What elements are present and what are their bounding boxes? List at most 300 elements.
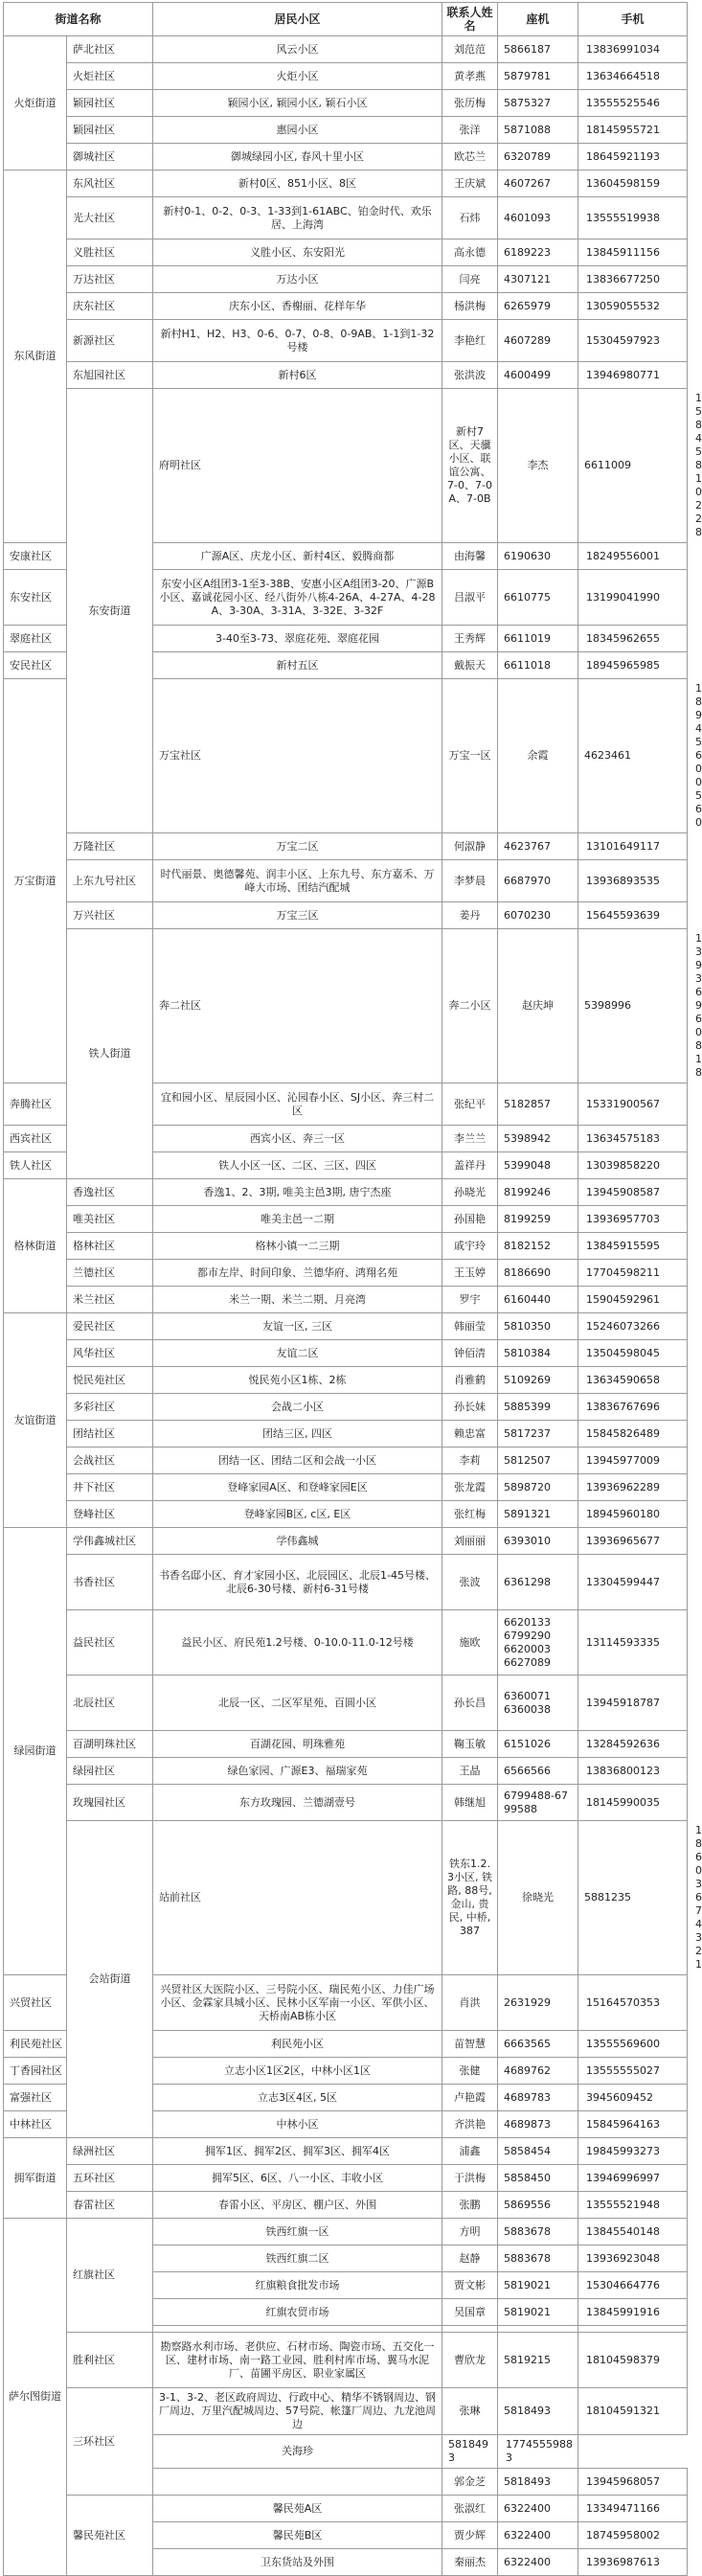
community-name-cell: 兰德社区 bbox=[67, 1260, 153, 1287]
residential-area-cell: 百湖花园、明珠雅苑 bbox=[153, 1731, 442, 1758]
community-name-cell: 东风社区 bbox=[67, 171, 153, 197]
mobile-cell: 13936957703 bbox=[578, 1206, 688, 1233]
residential-area-cell: 御城绿园小区, 春风十里小区 bbox=[153, 144, 442, 171]
landline-cell: 8182152 bbox=[498, 1233, 578, 1260]
residential-area-cell: 悦民苑小区1栋、2栋 bbox=[153, 1367, 442, 1394]
residential-area-cell: 中林小区 bbox=[153, 2111, 442, 2138]
community-name-cell: 颖园社区 bbox=[67, 117, 153, 144]
mobile-cell: 13936893535 bbox=[578, 860, 688, 902]
table-row bbox=[4, 36, 688, 63]
mobile-cell: 15246073266 bbox=[578, 1313, 688, 1340]
mobile-cell: 19845993273 bbox=[578, 2138, 688, 2165]
mobile-cell: 13555519938 bbox=[578, 197, 688, 239]
residential-area-cell: 拥军5区、6区、八一小区、丰收小区 bbox=[153, 2165, 442, 2192]
table-row bbox=[4, 144, 688, 171]
landline-cell: 5858454 bbox=[498, 2138, 578, 2165]
table-row bbox=[4, 239, 688, 266]
street-name-cell: 格林街道 bbox=[4, 1179, 67, 1313]
contact-name-cell: 徐晓光 bbox=[498, 1821, 578, 1975]
residential-area-cell: 友谊二区 bbox=[153, 1340, 442, 1367]
community-name-cell: 会战社区 bbox=[67, 1448, 153, 1474]
mobile-cell: 15845964163 bbox=[578, 2111, 688, 2138]
table-row bbox=[4, 1758, 688, 1785]
mobile-cell: 18145990035 bbox=[578, 1785, 688, 1821]
contact-name-cell: 张洪波 bbox=[442, 362, 498, 389]
landline-cell: 6320789 bbox=[498, 144, 578, 171]
table-row bbox=[4, 63, 688, 90]
contact-name-cell: 卢艳霞 bbox=[442, 2085, 498, 2111]
community-name-cell: 井下社区 bbox=[67, 1474, 153, 1501]
residential-area-cell: 广源A区、庆龙小区、新村4区、毅腾商都 bbox=[153, 543, 442, 570]
mobile-cell: 18945960180 bbox=[578, 1501, 688, 1528]
residential-area-cell: 利民苑小区 bbox=[153, 2031, 442, 2058]
landline-cell: 5182857 bbox=[498, 1083, 578, 1126]
landline-cell: 6265979 bbox=[498, 293, 578, 320]
landline-cell: 5885399 bbox=[498, 1394, 578, 1421]
residential-area-cell: 团结一区、团结二区和会战一小区 bbox=[153, 1448, 442, 1474]
residential-area-cell: 都市左岸、时间印象、兰德华府、鸿翔名苑 bbox=[153, 1260, 442, 1287]
header-street: 街道名称 bbox=[4, 3, 153, 36]
table-row bbox=[4, 320, 688, 362]
mobile-cell: 13059055532 bbox=[578, 293, 688, 320]
community-name-cell: 东旭园社区 bbox=[67, 362, 153, 389]
contact-name-cell: 孙晓光 bbox=[442, 1179, 498, 1206]
community-name-cell: 米兰社区 bbox=[67, 1287, 153, 1313]
residential-area-cell: 立志小区1区2区，中林小区1区 bbox=[153, 2058, 442, 2085]
landline-cell: 6151026 bbox=[498, 1731, 578, 1758]
mobile-cell: 18645921193 bbox=[578, 144, 688, 171]
mobile-cell: 3945609452 bbox=[578, 2085, 688, 2111]
contact-name-cell: 由海馨 bbox=[442, 543, 498, 570]
community-name-cell: 安康社区 bbox=[4, 543, 67, 570]
contact-name-cell: 高永德 bbox=[442, 239, 498, 266]
contact-name-cell: 方明 bbox=[442, 2219, 498, 2245]
landline-cell: 4601093 bbox=[498, 197, 578, 239]
table-row bbox=[4, 1474, 688, 1501]
landline-cell: 6663565 bbox=[498, 2031, 578, 2058]
community-name-cell: 西宾社区 bbox=[4, 1126, 67, 1152]
table-row: 会站街道 站前社区 铁东1.2.3小区, 铁路, 88号, 金山, 贵民, 中桥, 387 徐晓光 5881235 18603674321 bbox=[4, 1821, 688, 1975]
community-name-cell: 奔二社区 bbox=[153, 929, 442, 1083]
landline-cell: 2631929 bbox=[498, 1975, 578, 2031]
contact-name-cell: 张龙霞 bbox=[442, 1474, 498, 1501]
street-name-cell: 铁人街道 bbox=[67, 929, 153, 1179]
community-name-cell: 富强社区 bbox=[4, 2085, 67, 2111]
table-row bbox=[4, 1394, 688, 1421]
contact-name-cell: 孙长妹 bbox=[442, 1394, 498, 1421]
landline-cell: 6361298 bbox=[498, 1555, 578, 1610]
contact-name-cell: 欧芯兰 bbox=[442, 144, 498, 171]
mobile-cell: 13504598045 bbox=[578, 1340, 688, 1367]
landline-cell: 6322400 bbox=[498, 2522, 578, 2549]
residential-area-cell bbox=[153, 2469, 442, 2496]
contact-name-cell: 吕淑平 bbox=[442, 570, 498, 626]
landline-cell: 6799488-6799588 bbox=[498, 1785, 578, 1821]
community-name-cell: 御城社区 bbox=[67, 144, 153, 171]
mobile-cell: 15645593639 bbox=[578, 902, 688, 929]
residential-area-cell: 学伟鑫城 bbox=[153, 1528, 442, 1555]
mobile-cell: 13945977009 bbox=[578, 1448, 688, 1474]
table-row bbox=[4, 2219, 688, 2245]
landline-cell: 4307121 bbox=[498, 266, 578, 293]
landline-cell: 5819021 bbox=[498, 2299, 578, 2326]
mobile-cell: 18104591321 bbox=[578, 2388, 688, 2435]
community-name-cell: 奔腾社区 bbox=[4, 1083, 67, 1126]
community-name-cell: 唯美社区 bbox=[67, 1206, 153, 1233]
contact-name-cell: 赖忠富 bbox=[442, 1421, 498, 1448]
table-row bbox=[4, 117, 688, 144]
community-name-cell: 益民社区 bbox=[67, 1610, 153, 1676]
community-name-cell: 万兴社区 bbox=[67, 902, 153, 929]
community-name-cell: 格林社区 bbox=[67, 1233, 153, 1260]
contact-name-cell: 罗宇 bbox=[442, 1287, 498, 1313]
community-name-cell: 义胜社区 bbox=[67, 239, 153, 266]
contact-name-cell: 赵静 bbox=[442, 2245, 498, 2272]
residential-area-cell: 友谊一区, 三区 bbox=[153, 1313, 442, 1340]
landline-cell bbox=[498, 2326, 578, 2333]
contact-name-cell: 张红梅 bbox=[442, 1501, 498, 1528]
contact-name-cell: 赵庆坤 bbox=[498, 929, 578, 1083]
landline-cell: 5398996 bbox=[578, 929, 688, 1083]
table-row bbox=[4, 362, 688, 389]
mobile-cell: 13555525546 bbox=[578, 90, 688, 117]
header-row bbox=[4, 3, 688, 36]
landline-cell: 6160440 bbox=[498, 1287, 578, 1313]
table-row: 东安街道 府明社区 新村7区、天骥小区、联谊公寓、7-0、7-0A、7-0B 李杰 6611009 15845810228 bbox=[4, 389, 688, 543]
landline-cell: 5869556 bbox=[498, 2192, 578, 2219]
landline-cell: 5858450 bbox=[498, 2165, 578, 2192]
residential-area-cell: 新村五区 bbox=[153, 652, 442, 679]
header-phone: 座机 bbox=[498, 3, 578, 36]
landline-cell: 5812507 bbox=[498, 1448, 578, 1474]
residential-area-cell: 风云小区 bbox=[153, 36, 442, 63]
table-row bbox=[4, 860, 688, 902]
community-name-cell: 万隆社区 bbox=[67, 833, 153, 860]
community-name-cell: 庆东社区 bbox=[67, 293, 153, 320]
landline-cell: 5898720 bbox=[498, 1474, 578, 1501]
residential-area-cell: 新村7区、天骥小区、联谊公寓、7-0、7-0A、7-0B bbox=[442, 389, 498, 543]
community-name-cell: 万达社区 bbox=[67, 266, 153, 293]
residential-area-cell: 兴贸社区大医院小区、三号院小区、瑞民苑小区、力佳广场小区、金霖家具城小区、民林小区军南一小区、军供小区、天桥南AB栋小区 bbox=[153, 1975, 442, 2031]
residential-area-cell: 会战二小区 bbox=[153, 1394, 442, 1421]
mobile-cell: 15845826489 bbox=[578, 1421, 688, 1448]
contact-name-cell: 李梦晨 bbox=[442, 860, 498, 902]
contact-name-cell: 吴国章 bbox=[442, 2299, 498, 2326]
mobile-cell: 13634590658 bbox=[578, 1367, 688, 1394]
landline-cell: 5810350 bbox=[498, 1313, 578, 1340]
table-row bbox=[4, 1448, 688, 1474]
mobile-cell: 13836677250 bbox=[578, 266, 688, 293]
residential-area-cell: 宜和园小区、星辰园小区、沁园春小区、SJ小区、奔三村二区 bbox=[153, 1083, 442, 1126]
residential-area-cell: 新村0-1、0-2、0-3、1-33到1-61ABC、铂金时代、欢乐居、上海湾 bbox=[153, 197, 442, 239]
street-name-cell: 会站街道 bbox=[67, 1821, 153, 2138]
mobile-cell: 13604598159 bbox=[578, 171, 688, 197]
street-name-cell: 友谊街道 bbox=[4, 1313, 67, 1528]
residential-area-cell: 火炬小区 bbox=[153, 63, 442, 90]
mobile-cell: 15304664776 bbox=[578, 2272, 688, 2299]
contact-name-cell: 张纪平 bbox=[442, 1083, 498, 1126]
directory-sheet bbox=[3, 2, 702, 2576]
residential-area-cell: 惠园小区 bbox=[153, 117, 442, 144]
landline-cell: 4607267 bbox=[498, 171, 578, 197]
residential-area-cell: 益民小区、府民苑1.2号楼、0-10.0-11.0-12号楼 bbox=[153, 1610, 442, 1676]
community-name-cell: 馨民苑社区 bbox=[67, 2496, 153, 2576]
contact-name-cell: 曹欣龙 bbox=[442, 2333, 498, 2388]
contact-name-cell bbox=[442, 2326, 498, 2333]
landline-cell: 5879781 bbox=[498, 63, 578, 90]
community-name-cell: 五环社区 bbox=[67, 2165, 153, 2192]
contact-name-cell: 王晶 bbox=[442, 1758, 498, 1785]
landline-cell: 5881235 bbox=[578, 1821, 688, 1975]
mobile-cell: 17745559883 bbox=[498, 2435, 578, 2469]
table-row bbox=[4, 171, 688, 197]
mobile-cell: 13845540148 bbox=[578, 2219, 688, 2245]
contact-name-cell: 张琳 bbox=[442, 2388, 498, 2435]
community-name-cell: 团结社区 bbox=[67, 1421, 153, 1448]
table-row bbox=[4, 1785, 688, 1821]
community-name-cell: 悦民苑社区 bbox=[67, 1367, 153, 1394]
street-name-cell: 火炬街道 bbox=[4, 36, 67, 171]
contact-name-cell: 张鹏 bbox=[442, 2192, 498, 2219]
contact-name-cell: 孙国艳 bbox=[442, 1206, 498, 1233]
landline-cell: 4689762 bbox=[498, 2058, 578, 2085]
contact-name-cell: 齐洪艳 bbox=[442, 2111, 498, 2138]
residential-area-cell: 时代丽景、奥德馨苑、润丰小区、上东九号、东方嘉禾、万峰大市场、团结汽配城 bbox=[153, 860, 442, 902]
community-name-cell: 铁人社区 bbox=[4, 1152, 67, 1179]
mobile-cell: 18745958002 bbox=[578, 2522, 688, 2549]
landline-cell: 6070230 bbox=[498, 902, 578, 929]
contact-name-cell: 郭金芝 bbox=[442, 2469, 498, 2496]
community-name-cell: 红旗社区 bbox=[67, 2219, 153, 2333]
mobile-cell: 18104598379 bbox=[578, 2333, 688, 2388]
community-name-cell: 中林社区 bbox=[4, 2111, 67, 2138]
residential-area-cell: 团结三区, 四区 bbox=[153, 1421, 442, 1448]
contact-name-cell: 李莉 bbox=[442, 1448, 498, 1474]
table-row bbox=[4, 1206, 688, 1233]
mobile-cell: 13836991034 bbox=[578, 36, 688, 63]
contact-name-cell: 秦丽杰 bbox=[442, 2549, 498, 2576]
landline-cell: 6189223 bbox=[498, 239, 578, 266]
mobile-cell: 13946980771 bbox=[578, 362, 688, 389]
residential-area-cell: 3-40至3-73、翠庭花苑、翠庭花园 bbox=[153, 626, 442, 652]
contact-name-cell: 闫亮 bbox=[442, 266, 498, 293]
table-row bbox=[4, 1313, 688, 1340]
mobile-cell: 13845911156 bbox=[578, 239, 688, 266]
mobile-cell: 13555569600 bbox=[578, 2031, 688, 2058]
contact-name-cell: 张波 bbox=[442, 1555, 498, 1610]
residential-area-cell: 万宝一区 bbox=[442, 679, 498, 833]
landline-cell: 6360071 6360038 bbox=[498, 1676, 578, 1731]
contact-name-cell: 肖洪 bbox=[442, 1975, 498, 2031]
landline-cell: 6322400 bbox=[498, 2496, 578, 2522]
contact-name-cell: 何淑静 bbox=[442, 833, 498, 860]
landline-cell: 6322400 bbox=[498, 2549, 578, 2576]
landline-cell: 4623767 bbox=[498, 833, 578, 860]
community-name-cell: 兴贸社区 bbox=[4, 1975, 67, 2031]
table-row bbox=[4, 833, 688, 860]
contact-name-cell: 石炜 bbox=[442, 197, 498, 239]
contact-name-cell: 戴振天 bbox=[442, 652, 498, 679]
community-name-cell: 学伟鑫城社区 bbox=[67, 1528, 153, 1555]
residential-area-cell: 卫东货站及外围 bbox=[153, 2549, 442, 2576]
community-name-cell: 香逸社区 bbox=[67, 1179, 153, 1206]
table-row bbox=[4, 2138, 688, 2165]
mobile-cell: 13845915595 bbox=[578, 1233, 688, 1260]
contact-name-cell: 刘丽丽 bbox=[442, 1528, 498, 1555]
contact-name-cell: 于洪梅 bbox=[442, 2165, 498, 2192]
mobile-cell: 13945918787 bbox=[578, 1676, 688, 1731]
residential-area-cell: 西宾小区、奔三一区 bbox=[153, 1126, 442, 1152]
landline-cell: 6611019 bbox=[498, 626, 578, 652]
landline-cell: 6393010 bbox=[498, 1528, 578, 1555]
mobile-cell: 13114593335 bbox=[578, 1610, 688, 1676]
contact-name-cell: 肖雅鹤 bbox=[442, 1367, 498, 1394]
community-name-cell: 府明社区 bbox=[153, 389, 442, 543]
mobile-cell: 17704598211 bbox=[578, 1260, 688, 1287]
landline-cell: 6190630 bbox=[498, 543, 578, 570]
table-row bbox=[4, 266, 688, 293]
contact-name-cell: 张历梅 bbox=[442, 90, 498, 117]
mobile-cell: 18345962655 bbox=[578, 626, 688, 652]
table-row bbox=[4, 1731, 688, 1758]
contact-name-cell: 贾文彬 bbox=[442, 2272, 498, 2299]
table-row bbox=[4, 1676, 688, 1731]
mobile-cell: 15331900567 bbox=[578, 1083, 688, 1126]
mobile-cell: 13845991916 bbox=[578, 2299, 688, 2326]
residential-area-cell: 铁西红旗二区 bbox=[153, 2245, 442, 2272]
table-row bbox=[4, 2165, 688, 2192]
community-name-cell: 翠庭社区 bbox=[4, 626, 67, 652]
community-contact-table bbox=[3, 2, 702, 2576]
contact-name-cell: 姜丹 bbox=[442, 902, 498, 929]
community-name-cell: 站前社区 bbox=[153, 1821, 442, 1975]
contact-name-cell: 张淑红 bbox=[442, 2496, 498, 2522]
residential-area-cell: 义胜小区、东安阳光 bbox=[153, 239, 442, 266]
table-row bbox=[4, 1555, 688, 1610]
mobile-cell: 18145955721 bbox=[578, 117, 688, 144]
street-name-cell: 拥军街道 bbox=[4, 2138, 67, 2219]
table-row bbox=[4, 2192, 688, 2219]
residential-area-cell: 新村H1、H2、H3、0-6、0-7、0-8、0-9AB、1-1到1-32号楼 bbox=[153, 320, 442, 362]
table-row bbox=[4, 2388, 688, 2435]
landline-cell: 4623461 bbox=[578, 679, 688, 833]
landline-cell: 5819021 bbox=[498, 2272, 578, 2299]
contact-name-cell: 王秀辉 bbox=[442, 626, 498, 652]
mobile-cell: 13936923048 bbox=[578, 2245, 688, 2272]
community-name-cell: 新源社区 bbox=[67, 320, 153, 362]
community-name-cell: 安民社区 bbox=[4, 652, 67, 679]
community-name-cell: 火炬社区 bbox=[67, 63, 153, 90]
residential-area-cell: 铁西红旗一区 bbox=[153, 2219, 442, 2245]
landline-cell: 8199246 bbox=[498, 1179, 578, 1206]
residential-area-cell: 铁东1.2.3小区, 铁路, 88号, 金山, 贵民, 中桥, 387 bbox=[442, 1821, 498, 1975]
landline-cell: 6610775 bbox=[498, 570, 578, 626]
contact-name-cell: 韩丽莹 bbox=[442, 1313, 498, 1340]
residential-area-cell: 红旗粮食批发市场 bbox=[153, 2272, 442, 2299]
residential-area-cell: 3-1、3-2、老区政府周边、行政中心、精华不锈钢周边、钢厂周边、万里汽配城周边、57号院、帐篷厂周边、九龙池周边 bbox=[153, 2388, 442, 2435]
table-row bbox=[4, 197, 688, 239]
community-name-cell: 登峰社区 bbox=[67, 1501, 153, 1528]
contact-name-cell: 李艳红 bbox=[442, 320, 498, 362]
street-name-cell: 东安街道 bbox=[67, 389, 153, 833]
street-name-cell: 万宝街道 bbox=[4, 679, 67, 1083]
community-name-cell: 颖园社区 bbox=[67, 90, 153, 117]
contact-name-cell: 刘范范 bbox=[442, 36, 498, 63]
table-row bbox=[4, 1501, 688, 1528]
mobile-cell: 15304597923 bbox=[578, 320, 688, 362]
community-name-cell: 爱民社区 bbox=[67, 1313, 153, 1340]
contact-name-cell: 张健 bbox=[442, 2058, 498, 2085]
mobile-cell: 13349471166 bbox=[578, 2496, 688, 2522]
residential-area-cell: 勘察路水利市场、老供应、石材市场、陶瓷市场、五交化一区、建材市场、南一路工业园、胜利村库市场、翼马水泥厂、苗圃平房区、职业家属区 bbox=[153, 2333, 442, 2388]
mobile-cell: 13304599447 bbox=[578, 1555, 688, 1610]
contact-name-cell: 关海珍 bbox=[153, 2435, 442, 2469]
community-name-cell: 书香社区 bbox=[67, 1555, 153, 1610]
table-row: 铁人街道 奔二社区 奔二小区 赵庆坤 5398996 13936960818 bbox=[4, 929, 688, 1083]
landline-cell: 4689783 bbox=[498, 2085, 578, 2111]
contact-name-cell: 张洋 bbox=[442, 117, 498, 144]
mobile-cell: 13945908587 bbox=[578, 1179, 688, 1206]
community-name-cell: 绿洲社区 bbox=[67, 2138, 153, 2165]
mobile-cell: 13555521948 bbox=[578, 2192, 688, 2219]
residential-area-cell: 书香名邸小区、育才家园小区、北辰园区、北辰1-45号楼、北辰6-30号楼、新村6-31号楼 bbox=[153, 1555, 442, 1610]
contact-name-cell: 戚宇玲 bbox=[442, 1233, 498, 1260]
landline-cell: 5866187 bbox=[498, 36, 578, 63]
residential-area-cell: 馨民苑B区 bbox=[153, 2522, 442, 2549]
table-row bbox=[4, 1233, 688, 1260]
table-row bbox=[4, 1421, 688, 1448]
landline-cell: 5819215 bbox=[498, 2333, 578, 2388]
landline-cell: 6566566 bbox=[498, 1758, 578, 1785]
street-name-cell: 东风街道 bbox=[4, 171, 67, 543]
table-row bbox=[4, 1179, 688, 1206]
residential-area-cell: 春雷小区、平房区、棚户区、外围 bbox=[153, 2192, 442, 2219]
contact-name-cell: 鞠玉敏 bbox=[442, 1731, 498, 1758]
community-name-cell: 北辰社区 bbox=[67, 1676, 153, 1731]
community-name-cell: 丁香园社区 bbox=[4, 2058, 67, 2085]
residential-area-cell: 万宝三区 bbox=[153, 902, 442, 929]
contact-name-cell: 贾少辉 bbox=[442, 2522, 498, 2549]
landline-cell: 5891321 bbox=[498, 1501, 578, 1528]
landline-cell: 6611009 bbox=[578, 389, 688, 543]
table-row bbox=[4, 1260, 688, 1287]
landline-cell: 5810384 bbox=[498, 1340, 578, 1367]
mobile-cell: 13634664518 bbox=[578, 63, 688, 90]
community-name-cell: 上东九号社区 bbox=[67, 860, 153, 902]
header-contact: 联系人姓名 bbox=[442, 3, 498, 36]
mobile-cell: 13936987613 bbox=[578, 2549, 688, 2576]
contact-name-cell: 苗智慧 bbox=[442, 2031, 498, 2058]
landline-cell: 4600499 bbox=[498, 362, 578, 389]
residential-area-cell: 庆东小区、香榭丽、花样年华 bbox=[153, 293, 442, 320]
contact-name-cell: 李兰兰 bbox=[442, 1126, 498, 1152]
mobile-cell: 13555555027 bbox=[578, 2058, 688, 2085]
landline-cell: 5399048 bbox=[498, 1152, 578, 1179]
contact-name-cell: 余霞 bbox=[498, 679, 578, 833]
landline-cell: 5109269 bbox=[498, 1367, 578, 1394]
residential-area-cell: 格林小镇一二三期 bbox=[153, 1233, 442, 1260]
landline-cell: 5818493 bbox=[498, 2469, 578, 2496]
table-row bbox=[4, 293, 688, 320]
landline-cell: 4607289 bbox=[498, 320, 578, 362]
residential-area-cell: 万达小区 bbox=[153, 266, 442, 293]
header-area: 居民小区 bbox=[153, 3, 442, 36]
landline-cell: 6620133 6799290 6620003 6627089 bbox=[498, 1610, 578, 1676]
landline-cell: 8199259 bbox=[498, 1206, 578, 1233]
residential-area-cell: 唯美主邑一二期 bbox=[153, 1206, 442, 1233]
landline-cell: 8186690 bbox=[498, 1260, 578, 1287]
landline-cell: 5817237 bbox=[498, 1421, 578, 1448]
